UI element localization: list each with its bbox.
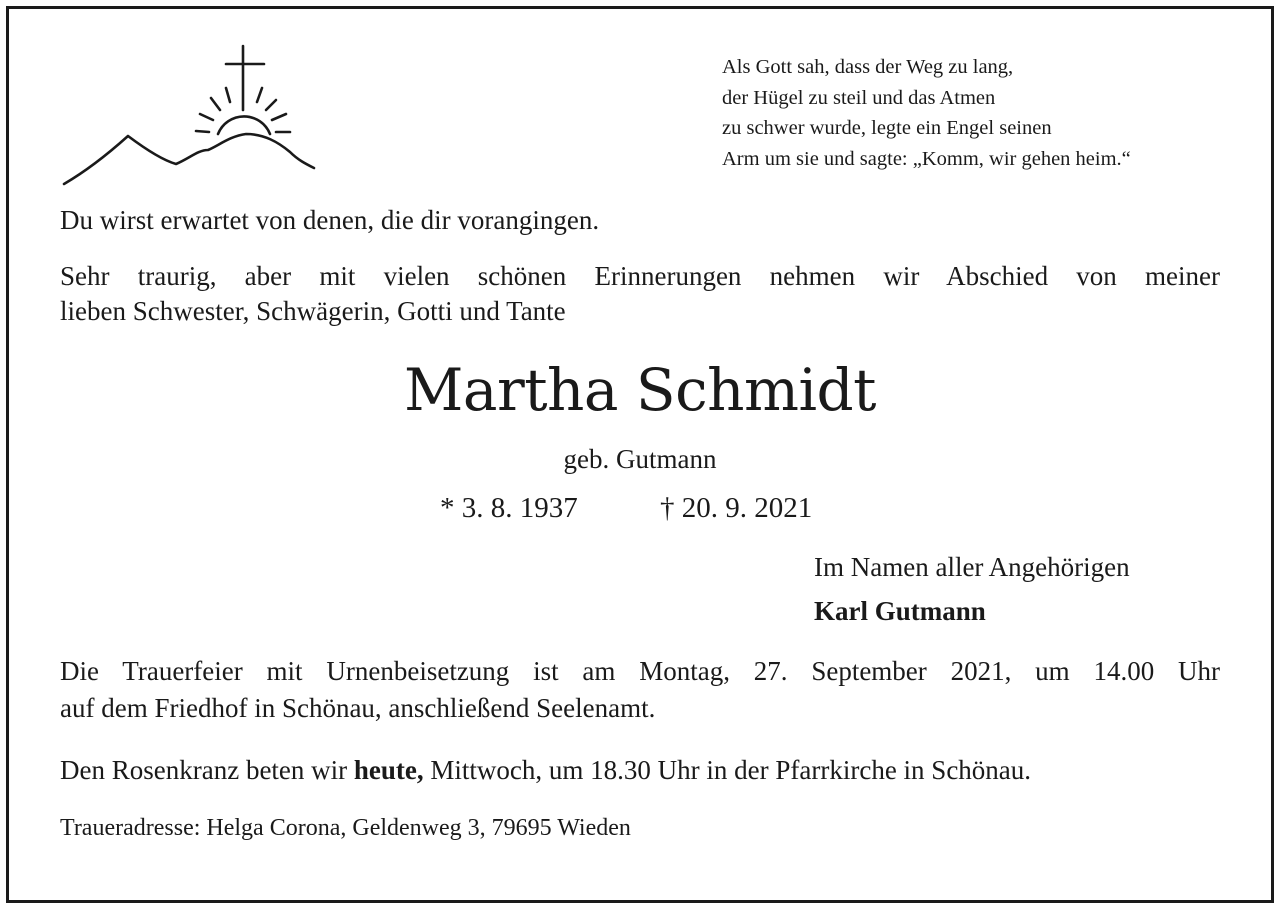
rosary-emphasis: heute, — [353, 755, 424, 785]
signatory-name: Karl Gutmann — [814, 596, 986, 626]
mourning-address: Traueradresse: Helga Corona, Geldenweg 3, 79695 Wieden — [60, 815, 631, 841]
farewell-line-2: lieben Schwester, Schwägerin, Gotti und Tante — [60, 296, 566, 326]
death-date: † 20. 9. 2021 — [660, 492, 813, 524]
cross-on-mountain-with-sun-icon — [58, 42, 320, 190]
rosary-text — [60, 755, 1031, 786]
funeral-line-2: auf dem Friedhof in Schönau, anschließend Seelenamt. — [60, 693, 656, 723]
birth-date: * 3. 8. 1937 — [440, 492, 578, 524]
funeral-line-1: Die Trauerfeier mit Urnenbeisetzung ist am Montag, 27. September 2021, um 14.00 Uhr — [60, 656, 1220, 686]
poem-line: der Hügel zu steil und das Atmen — [722, 86, 996, 109]
poem-line: zu schwer wurde, legte ein Engel seinen — [722, 117, 1052, 139]
poem-line: Arm um sie und sagte: „Komm, wir gehen heim.“ — [722, 147, 1131, 170]
intro-text: Du wirst erwartet von denen, die dir vorangingen. — [60, 205, 600, 235]
rosary-text-before: Den Rosenkranz beten wir — [60, 755, 354, 785]
rosary-text-after: Mittwoch, um 18.30 Uhr in der Pfarrkirche in Schönau. — [423, 755, 1032, 785]
maiden-name: geb. Gutmann — [563, 444, 717, 474]
poem-line: Als Gott sah, dass der Weg zu lang, — [722, 56, 1014, 78]
poem — [722, 52, 1242, 174]
deceased-name: Martha Schmidt — [404, 356, 876, 424]
farewell-line-1: Sehr traurig, aber mit vielen schönen Erinnerungen nehmen wir Abschied von meiner — [60, 261, 1220, 291]
on-behalf-text: Im Namen aller Angehörigen — [814, 552, 1130, 582]
